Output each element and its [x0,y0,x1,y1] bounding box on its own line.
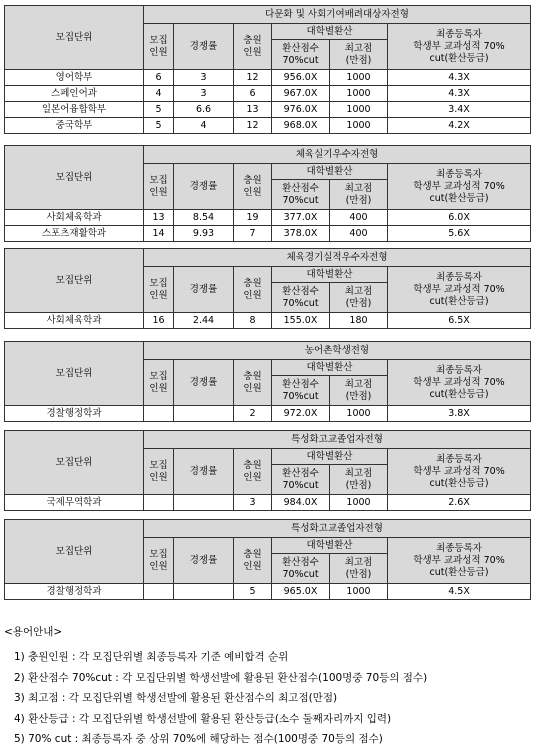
note-item: 5) 70% cut : 최종등록자 중 상위 70%에 해당하는 점수(100명중 70등의 점수) [14,733,383,745]
cell-competition: 4 [174,118,234,134]
admission-table [4,341,531,422]
table-row [5,70,531,86]
cell-recruit: 5 [144,102,174,118]
cell-final-cut: 4.5X [388,584,531,600]
cell-max-score: 400 [330,226,388,242]
cell-unit: 경찰행정학과 [5,406,144,422]
admission-type-title: 체육실기우수자전형 [144,146,531,164]
cell-max-score: 1000 [330,406,388,422]
header-recruit: 모집 인원 [144,267,174,313]
cell-final-cut: 6.0X [388,210,531,226]
header-max-score: 최고점 (만점) [330,283,388,313]
cell-max-score: 1000 [330,584,388,600]
cell-unit: 국제무역학과 [5,495,144,511]
cell-competition: 3 [174,86,234,102]
cell-conv-score: 976.0X [272,102,330,118]
cell-conv-score: 965.0X [272,584,330,600]
notes-title: <용어안내> [4,626,63,638]
cell-max-score: 1000 [330,495,388,511]
cell-unit: 중국학부 [5,118,144,134]
cell-unit: 스포츠재활학과 [5,226,144,242]
cell-conv-score: 967.0X [272,86,330,102]
header-univ-conversion: 대학별환산 [272,538,388,554]
cell-recruit: 14 [144,226,174,242]
cell-conv-score: 956.0X [272,70,330,86]
admission-type-title: 특성화고교졸업자전형 [144,520,531,538]
header-unit: 모집단위 [5,520,144,584]
cell-max-score: 1000 [330,86,388,102]
cell-filled: 12 [234,118,272,134]
table-row [5,406,531,422]
cell-recruit [144,584,174,600]
cell-filled: 13 [234,102,272,118]
header-univ-conversion: 대학별환산 [272,267,388,283]
cell-max-score: 1000 [330,118,388,134]
header-unit: 모집단위 [5,342,144,406]
cell-filled: 5 [234,584,272,600]
cell-competition: 6.6 [174,102,234,118]
table-row [5,226,531,242]
table-row [5,313,531,329]
cell-conv-score: 378.0X [272,226,330,242]
cell-final-cut: 3.8X [388,406,531,422]
header-univ-conversion: 대학별환산 [272,360,388,376]
header-conv-score: 환산점수 70%cut [272,180,330,210]
admission-type-title: 농어촌학생전형 [144,342,531,360]
header-final-registrant: 최종등록자 학생부 교과성적 70% cut(환산등급) [388,360,531,406]
table-row [5,584,531,600]
note-item: 2) 환산점수 70%cut : 각 모집단위별 학생선발에 활용된 환산점수(100명중 70등의 점수) [14,671,428,684]
cell-competition [174,495,234,511]
header-filled: 충원 인원 [234,538,272,584]
header-unit: 모집단위 [5,249,144,313]
header-recruit: 모집 인원 [144,449,174,495]
cell-unit: 사회체육학과 [5,210,144,226]
cell-max-score: 1000 [330,70,388,86]
admission-table [4,248,531,329]
header-max-score: 최고점 (만점) [330,376,388,406]
cell-final-cut: 4.3X [388,70,531,86]
cell-conv-score: 377.0X [272,210,330,226]
header-competition: 경쟁률 [174,267,234,313]
cell-competition [174,406,234,422]
cell-filled: 12 [234,70,272,86]
header-conv-score: 환산점수 70%cut [272,465,330,495]
cell-competition: 2.44 [174,313,234,329]
admission-type-title: 다문화 및 사회기여배려대상자전형 [144,6,531,24]
cell-filled: 7 [234,226,272,242]
cell-unit: 스페인어과 [5,86,144,102]
header-unit: 모집단위 [5,431,144,495]
header-competition: 경쟁률 [174,360,234,406]
header-final-registrant: 최종등록자 학생부 교과성적 70% cut(환산등급) [388,164,531,210]
admission-table [4,430,531,511]
cell-recruit: 4 [144,86,174,102]
cell-unit: 사회체육학과 [5,313,144,329]
header-filled: 충원 인원 [234,24,272,70]
cell-final-cut: 4.2X [388,118,531,134]
header-competition: 경쟁률 [174,449,234,495]
admission-table [4,519,531,600]
cell-conv-score: 972.0X [272,406,330,422]
header-filled: 충원 인원 [234,449,272,495]
header-final-registrant: 최종등록자 학생부 교과성적 70% cut(환산등급) [388,449,531,495]
cell-unit: 일본어융합학부 [5,102,144,118]
header-univ-conversion: 대학별환산 [272,24,388,40]
header-univ-conversion: 대학별환산 [272,164,388,180]
cell-filled: 2 [234,406,272,422]
header-final-registrant: 최종등록자 학생부 교과성적 70% cut(환산등급) [388,538,531,584]
header-final-registrant: 최종등록자 학생부 교과성적 70% cut(환산등급) [388,267,531,313]
header-recruit: 모집 인원 [144,360,174,406]
header-filled: 충원 인원 [234,164,272,210]
cell-recruit: 5 [144,118,174,134]
cell-unit: 영어학부 [5,70,144,86]
table-row [5,102,531,118]
cell-max-score: 180 [330,313,388,329]
cell-conv-score: 155.0X [272,313,330,329]
header-max-score: 최고점 (만점) [330,40,388,70]
cell-unit: 경찰행정학과 [5,584,144,600]
header-recruit: 모집 인원 [144,164,174,210]
cell-final-cut: 6.5X [388,313,531,329]
header-unit: 모집단위 [5,146,144,210]
header-filled: 충원 인원 [234,267,272,313]
cell-filled: 6 [234,86,272,102]
cell-recruit: 16 [144,313,174,329]
cell-filled: 8 [234,313,272,329]
header-univ-conversion: 대학별환산 [272,449,388,465]
header-conv-score: 환산점수 70%cut [272,376,330,406]
cell-competition: 3 [174,70,234,86]
cell-max-score: 1000 [330,102,388,118]
cell-final-cut: 5.6X [388,226,531,242]
header-recruit: 모집 인원 [144,538,174,584]
header-competition: 경쟁률 [174,164,234,210]
header-max-score: 최고점 (만점) [330,554,388,584]
table-row [5,86,531,102]
cell-competition: 8.54 [174,210,234,226]
admission-type-title: 특성화고교졸업자전형 [144,431,531,449]
cell-final-cut: 4.3X [388,86,531,102]
cell-recruit [144,495,174,511]
cell-competition: 9.93 [174,226,234,242]
admission-type-title: 체육경기실적우수자전형 [144,249,531,267]
table-row [5,210,531,226]
header-conv-score: 환산점수 70%cut [272,554,330,584]
note-item: 3) 최고점 : 각 모집단위별 학생선발에 활용된 환산점수의 최고점(만점) [14,692,338,704]
header-filled: 충원 인원 [234,360,272,406]
cell-recruit: 6 [144,70,174,86]
admission-table [4,5,531,134]
terminology-notes [4,624,532,750]
header-recruit: 모집 인원 [144,24,174,70]
note-item: 4) 환산등급 : 각 모집단위별 학생선발에 활용된 환산등급(소수 둘째자리까지 입력) [14,712,392,725]
header-conv-score: 환산점수 70%cut [272,283,330,313]
header-competition: 경쟁률 [174,538,234,584]
table-row [5,495,531,511]
header-final-registrant: 최종등록자 학생부 교과성적 70% cut(환산등급) [388,24,531,70]
header-conv-score: 환산점수 70%cut [272,40,330,70]
cell-max-score: 400 [330,210,388,226]
cell-filled: 3 [234,495,272,511]
cell-competition [174,584,234,600]
header-max-score: 최고점 (만점) [330,465,388,495]
table-row [5,118,531,134]
cell-conv-score: 984.0X [272,495,330,511]
admission-table [4,145,531,242]
cell-final-cut: 3.4X [388,102,531,118]
cell-recruit: 13 [144,210,174,226]
header-max-score: 최고점 (만점) [330,180,388,210]
cell-filled: 19 [234,210,272,226]
cell-conv-score: 968.0X [272,118,330,134]
note-item: 1) 충원인원 : 각 모집단위별 최종등록자 기준 예비합격 순위 [14,651,289,663]
header-unit: 모집단위 [5,6,144,70]
header-competition: 경쟁률 [174,24,234,70]
cell-final-cut: 2.6X [388,495,531,511]
cell-recruit [144,406,174,422]
